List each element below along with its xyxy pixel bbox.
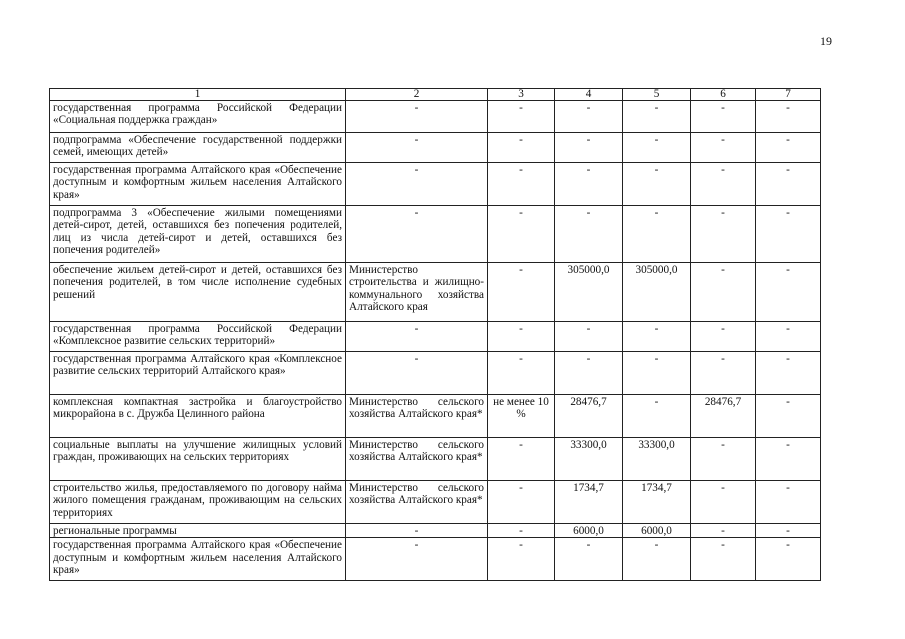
header-cell: 6 (691, 89, 756, 101)
value-cell: - (691, 133, 756, 163)
value-cell: - (623, 538, 691, 581)
table-row (50, 322, 821, 352)
row-title: государственная программа Алтайского края «Обеспечение доступным и комфортным жильем населения Алтайского края» (50, 163, 346, 206)
table-row (50, 395, 821, 438)
value-cell: 28476,7 (555, 395, 623, 438)
table-row (50, 538, 821, 581)
value-cell: 28476,7 (691, 395, 756, 438)
row-title: государственная программа Российской Федерации «Комплексное развитие сельских территорий» (50, 322, 346, 352)
row-title: обеспечение жильем детей-сирот и детей, оставшихся без попечения родителей, в том числе исполнение судебных решений (50, 263, 346, 322)
value-cell: - (756, 101, 821, 133)
value-cell: - (691, 263, 756, 322)
value-cell: - (488, 524, 555, 538)
value-cell: - (691, 206, 756, 263)
value-cell: - (555, 101, 623, 133)
page-number: 19 (820, 34, 832, 48)
table-row (50, 206, 821, 263)
value-cell: - (488, 263, 555, 322)
responsible-cell: Министерство сельского хозяйства Алтайского края* (346, 481, 488, 524)
responsible-cell: - (346, 206, 488, 263)
value-cell: - (756, 133, 821, 163)
value-cell: - (488, 322, 555, 352)
value-cell: - (756, 206, 821, 263)
header-cell: 3 (488, 89, 555, 101)
row-title: государственная программа Российской Федерации «Социальная поддержка граждан» (50, 101, 346, 133)
responsible-cell: - (346, 163, 488, 206)
responsible-cell: - (346, 133, 488, 163)
value-cell: - (691, 438, 756, 481)
value-cell: 305000,0 (623, 263, 691, 322)
value-cell: - (691, 322, 756, 352)
value-cell: - (691, 352, 756, 395)
row-title: подпрограмма «Обеспечение государственной поддержки семей, имеющих детей» (50, 133, 346, 163)
value-cell: - (623, 163, 691, 206)
value-cell: - (623, 395, 691, 438)
responsible-cell: Министерство сельского хозяйства Алтайского края* (346, 395, 488, 438)
value-cell: - (623, 101, 691, 133)
value-cell: - (756, 352, 821, 395)
data-table (49, 88, 821, 581)
value-cell: - (756, 538, 821, 581)
value-cell: 6000,0 (623, 524, 691, 538)
row-title: государственная программа Алтайского края «Обеспечение доступным и комфортным жильем населения Алтайского края» (50, 538, 346, 581)
value-cell: - (488, 133, 555, 163)
value-cell: - (756, 163, 821, 206)
value-cell: - (756, 524, 821, 538)
value-cell: - (488, 438, 555, 481)
header-cell: 4 (555, 89, 623, 101)
value-cell: - (488, 352, 555, 395)
value-cell: - (756, 263, 821, 322)
value-cell: не менее 10 % (488, 395, 555, 438)
value-cell: - (623, 206, 691, 263)
value-cell: 33300,0 (623, 438, 691, 481)
value-cell: - (555, 352, 623, 395)
responsible-cell: - (346, 524, 488, 538)
row-title: региональные программы (50, 524, 346, 538)
value-cell: - (488, 163, 555, 206)
header-cell: 7 (756, 89, 821, 101)
value-cell: - (691, 524, 756, 538)
value-cell: 1734,7 (623, 481, 691, 524)
value-cell: - (756, 322, 821, 352)
value-cell: - (623, 133, 691, 163)
value-cell: - (756, 395, 821, 438)
value-cell: - (756, 438, 821, 481)
row-title: подпрограмма 3 «Обеспечение жилыми помещениями детей-сирот, детей, оставшихся без попечения родителей, лиц из числа детей-сирот и детей, оставшихся без попечения родителей» (50, 206, 346, 263)
responsible-cell: Министерство строительства и жилищно-коммунального хозяйства Алтайского края (346, 263, 488, 322)
header-row (50, 89, 821, 101)
value-cell: 1734,7 (555, 481, 623, 524)
header-cell: 1 (50, 89, 346, 101)
value-cell: - (691, 163, 756, 206)
value-cell: - (623, 352, 691, 395)
value-cell: - (756, 481, 821, 524)
row-title: социальные выплаты на улучшение жилищных условий граждан, проживающих на сельских территориях (50, 438, 346, 481)
header-cell: 5 (623, 89, 691, 101)
responsible-cell: - (346, 352, 488, 395)
responsible-cell: Министерство сельского хозяйства Алтайского края* (346, 438, 488, 481)
row-title: государственная программа Алтайского края «Комплексное развитие сельских территорий Алтайского края» (50, 352, 346, 395)
value-cell: 33300,0 (555, 438, 623, 481)
table-row (50, 101, 821, 133)
table-row (50, 524, 821, 538)
value-cell: - (691, 538, 756, 581)
row-title: строительство жилья, предоставляемого по договору найма жилого помещения гражданам, проживающим на сельских территориях (50, 481, 346, 524)
table-row (50, 263, 821, 322)
table-row (50, 481, 821, 524)
responsible-cell: - (346, 322, 488, 352)
value-cell: - (488, 206, 555, 263)
value-cell: - (488, 101, 555, 133)
table-row (50, 438, 821, 481)
value-cell: - (623, 322, 691, 352)
value-cell: - (555, 206, 623, 263)
value-cell: - (555, 163, 623, 206)
value-cell: - (555, 133, 623, 163)
value-cell: - (488, 481, 555, 524)
value-cell: - (555, 538, 623, 581)
value-cell: - (691, 101, 756, 133)
value-cell: 305000,0 (555, 263, 623, 322)
value-cell: - (488, 538, 555, 581)
value-cell: - (555, 322, 623, 352)
value-cell: - (691, 481, 756, 524)
value-cell: 6000,0 (555, 524, 623, 538)
responsible-cell: - (346, 101, 488, 133)
table-row (50, 352, 821, 395)
responsible-cell: - (346, 538, 488, 581)
row-title: комплексная компактная застройка и благоустройство микрорайона в с. Дружба Целинного района (50, 395, 346, 438)
header-cell: 2 (346, 89, 488, 101)
table-row (50, 163, 821, 206)
table-row (50, 133, 821, 163)
